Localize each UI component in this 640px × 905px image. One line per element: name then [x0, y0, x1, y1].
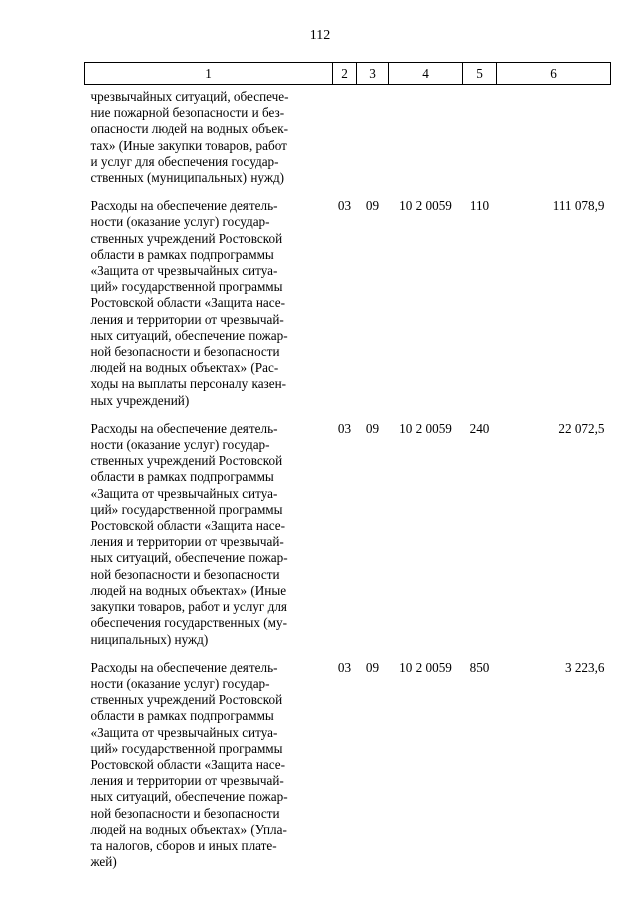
description-line: ных ситуаций, обеспечение пожар-: [90, 789, 288, 805]
amount: 111 078,9: [552, 198, 605, 214]
description-line: ций» государственной программы: [90, 740, 283, 756]
description-line: Расходы на обеспечение деятель-: [90, 420, 278, 436]
subsection-code: 09: [365, 420, 380, 436]
description-line: ной безопасности и безопасности: [90, 566, 280, 582]
description-line: ной безопасности и безопасности: [90, 805, 280, 821]
expense-type-code: 850: [469, 659, 490, 675]
description-line: ности (оказание услуг) государ-: [90, 437, 270, 453]
description-line: и услуг для обеспечения государ-: [90, 153, 279, 169]
header-row: [85, 63, 611, 85]
expense-type-code: 110: [469, 198, 490, 214]
subsection-code: 09: [365, 659, 380, 675]
target-article-code: 10 2 0059: [399, 420, 452, 436]
table-row: [85, 198, 611, 421]
description-line: ходы на выплаты персоналу казен-: [90, 376, 287, 392]
description-line: та налогов, сборов и иных плате-: [90, 837, 277, 853]
description-line: ных учреждений): [90, 392, 190, 408]
table-row: [85, 85, 611, 199]
description-line: тах» (Иные закупки товаров, работ: [90, 137, 287, 153]
table-row: [85, 421, 611, 660]
amount: 3 223,6: [564, 659, 605, 675]
row-description: [85, 421, 333, 660]
header-col-5: 5: [463, 63, 497, 85]
section-code: 03: [337, 659, 352, 675]
description-line: ственных учреждений Ростовской: [90, 692, 283, 708]
description-line: жей): [90, 854, 117, 870]
description-line: области в рамках подпрограммы: [90, 469, 274, 485]
description-line: ления и территории от чрезвычай-: [90, 534, 284, 550]
description-line: области в рамках подпрограммы: [90, 708, 274, 724]
description-line: области в рамках подпрограммы: [90, 246, 274, 262]
description-line: Ростовской области «Защита насе-: [90, 518, 286, 534]
description-line: Ростовской области «Защита насе-: [90, 756, 286, 772]
description-line: ных ситуаций, обеспечение пожар-: [90, 550, 288, 566]
amount: [497, 85, 611, 199]
expense-type-code: [463, 85, 497, 199]
description-line: ций» государственной программы: [90, 279, 283, 295]
page-number: 112: [309, 28, 331, 43]
section-code: [333, 85, 357, 199]
target-article-code: [389, 85, 463, 199]
description-line: ления и территории от чрезвычай-: [90, 773, 284, 789]
header-col-2: 2: [333, 63, 357, 85]
description-line: ности (оказание услуг) государ-: [90, 214, 270, 230]
description-line: ственных учреждений Ростовской: [90, 230, 283, 246]
description-line: людей на водных объектах» (Иные: [90, 582, 287, 598]
row-description: [85, 198, 333, 421]
budget-table: [84, 62, 611, 882]
description-line: Ростовской области «Защита насе-: [90, 295, 286, 311]
row-description: [85, 660, 333, 883]
description-line: ние пожарной безопасности и без-: [90, 105, 285, 121]
header-col-1: 1: [85, 63, 333, 85]
description-line: ственных (муниципальных) нужд): [90, 170, 285, 186]
description-line: ций» государственной программы: [90, 501, 283, 517]
description-line: людей на водных объектах» (Рас-: [90, 360, 279, 376]
description-line: ности (оказание услуг) государ-: [90, 675, 270, 691]
amount: 22 072,5: [558, 420, 605, 436]
description-line: ления и территории от чрезвычай-: [90, 311, 284, 327]
description-line: ниципальных) нужд): [90, 631, 209, 647]
description-line: ных ситуаций, обеспечение пожар-: [90, 327, 288, 343]
description-line: Расходы на обеспечение деятель-: [90, 659, 278, 675]
description-line: ственных учреждений Ростовской: [90, 453, 283, 469]
description-line: чрезвычайных ситуаций, обеспече-: [90, 89, 289, 104]
target-article-code: 10 2 0059: [399, 198, 452, 214]
target-article-code: 10 2 0059: [399, 659, 452, 675]
header-col-6: 6: [497, 63, 611, 85]
header-col-3: 3: [357, 63, 389, 85]
description-line: Расходы на обеспечение деятель-: [90, 198, 278, 214]
subsection-code: 09: [365, 198, 380, 214]
description-line: «Защита от чрезвычайных ситуа-: [90, 485, 278, 501]
description-line: «Защита от чрезвычайных ситуа-: [90, 263, 278, 279]
table-row: [85, 660, 611, 883]
row-description: [85, 85, 333, 199]
section-code: 03: [337, 198, 352, 214]
expense-type-code: 240: [469, 420, 490, 436]
description-line: людей на водных объектах» (Упла-: [90, 821, 287, 837]
section-code: 03: [337, 420, 352, 436]
header-col-4: 4: [389, 63, 463, 85]
description-line: обеспечения государственных (му-: [90, 615, 288, 631]
subsection-code: [357, 85, 389, 199]
description-line: опасности людей на водных объек-: [90, 121, 289, 137]
description-line: закупки товаров, работ и услуг для: [90, 599, 287, 615]
description-line: «Защита от чрезвычайных ситуа-: [90, 724, 278, 740]
description-line: ной безопасности и безопасности: [90, 344, 280, 360]
